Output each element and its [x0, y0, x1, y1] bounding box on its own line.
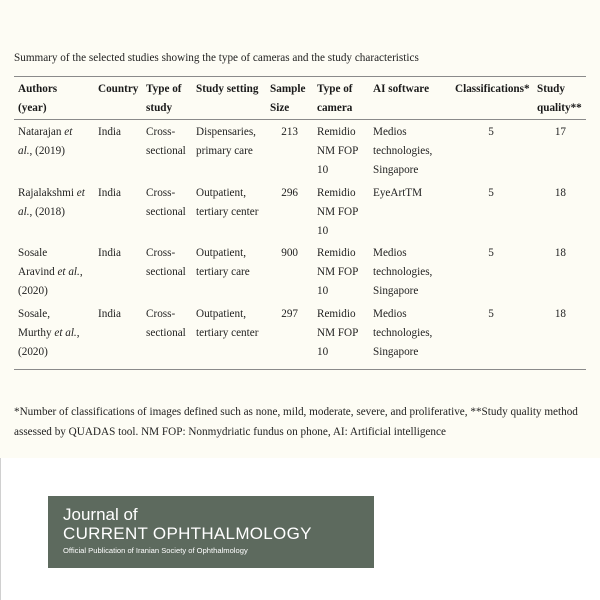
table-top-rule [14, 76, 586, 77]
row-4-authors: Sosale, Murthy et al., (2020) [18, 308, 80, 358]
row-2-country: India [98, 187, 121, 199]
row-3-camera: Remidio NM FOP 10 [317, 247, 359, 297]
row-4-quality: 18 [554, 308, 566, 320]
row-3-software: Medios technologies, Singapore [373, 247, 433, 297]
row-1-classifications: 5 [488, 126, 494, 138]
row-1-type: Cross- sectional [146, 126, 186, 157]
row-4-sample: 297 [281, 308, 298, 320]
row-2-camera: Remidio NM FOP 10 [317, 187, 359, 237]
row-4-camera: Remidio NM FOP 10 [317, 308, 359, 358]
page-divider [0, 458, 1, 600]
header-classifications: Classifications* [455, 83, 530, 95]
row-3-classifications: 5 [488, 247, 494, 259]
table-footnote: *Number of classifications of images defined such as none, mild, moderate, severe, and proliferative, **Study quality method assessed by QUADAS tool. NM FOP: Nonmydriatic fundus on phone, AI: Artificial intelligence [14, 406, 578, 438]
row-1-setting: Dispensaries, primary care [196, 126, 256, 157]
row-1-camera: Remidio NM FOP 10 [317, 126, 359, 176]
logo-subtitle: Official Publication of Iranian Society of Ophthalmology [63, 546, 248, 555]
header-country: Country [98, 83, 139, 95]
row-4-setting: Outpatient, tertiary center [196, 308, 259, 339]
table-caption: Summary of the selected studies showing the type of cameras and the study characteristics [14, 52, 419, 64]
header-type-of-study: Type of study [146, 83, 182, 114]
row-3-quality: 18 [554, 247, 566, 259]
row-2-software: EyeArtTM [373, 187, 423, 199]
row-2-authors: Rajalakshmi et al., (2018) [18, 187, 85, 218]
row-4-classifications: 5 [488, 308, 494, 320]
table-header-rule [14, 119, 586, 120]
row-1-country: India [98, 126, 121, 138]
row-3-authors: Sosale Aravind et al., (2020) [18, 247, 83, 297]
row-2-classifications: 5 [488, 187, 494, 199]
row-2-quality: 18 [554, 187, 566, 199]
header-authors: Authors (year) [18, 83, 58, 114]
row-1-authors: Natarajan et al., (2019) [18, 126, 73, 157]
row-3-setting: Outpatient, tertiary care [196, 247, 250, 278]
row-1-quality: 17 [554, 126, 566, 138]
header-sample-size: Sample Size [270, 83, 306, 114]
table-bottom-rule [14, 369, 586, 370]
row-4-software: Medios technologies, Singapore [373, 308, 433, 358]
header-study-quality: Study quality** [537, 83, 582, 114]
journal-logo[interactable] [48, 496, 374, 568]
row-3-country: India [98, 247, 121, 259]
logo-journal-name: CURRENT OPHTHALMOLOGY [63, 524, 312, 543]
header-ai-software: AI software [373, 83, 430, 95]
header-study-setting: Study setting [196, 83, 259, 95]
row-2-sample: 296 [281, 187, 298, 199]
row-3-type: Cross- sectional [146, 247, 186, 278]
row-4-country: India [98, 308, 121, 320]
row-3-sample: 900 [281, 247, 298, 259]
row-1-software: Medios technologies, Singapore [373, 126, 433, 176]
row-2-setting: Outpatient, tertiary center [196, 187, 259, 218]
row-4-type: Cross- sectional [146, 308, 186, 339]
logo-journal-of: Journal of [63, 505, 138, 524]
header-type-of-camera: Type of camera [317, 83, 353, 114]
row-2-type: Cross- sectional [146, 187, 186, 218]
row-1-sample: 213 [281, 126, 298, 138]
